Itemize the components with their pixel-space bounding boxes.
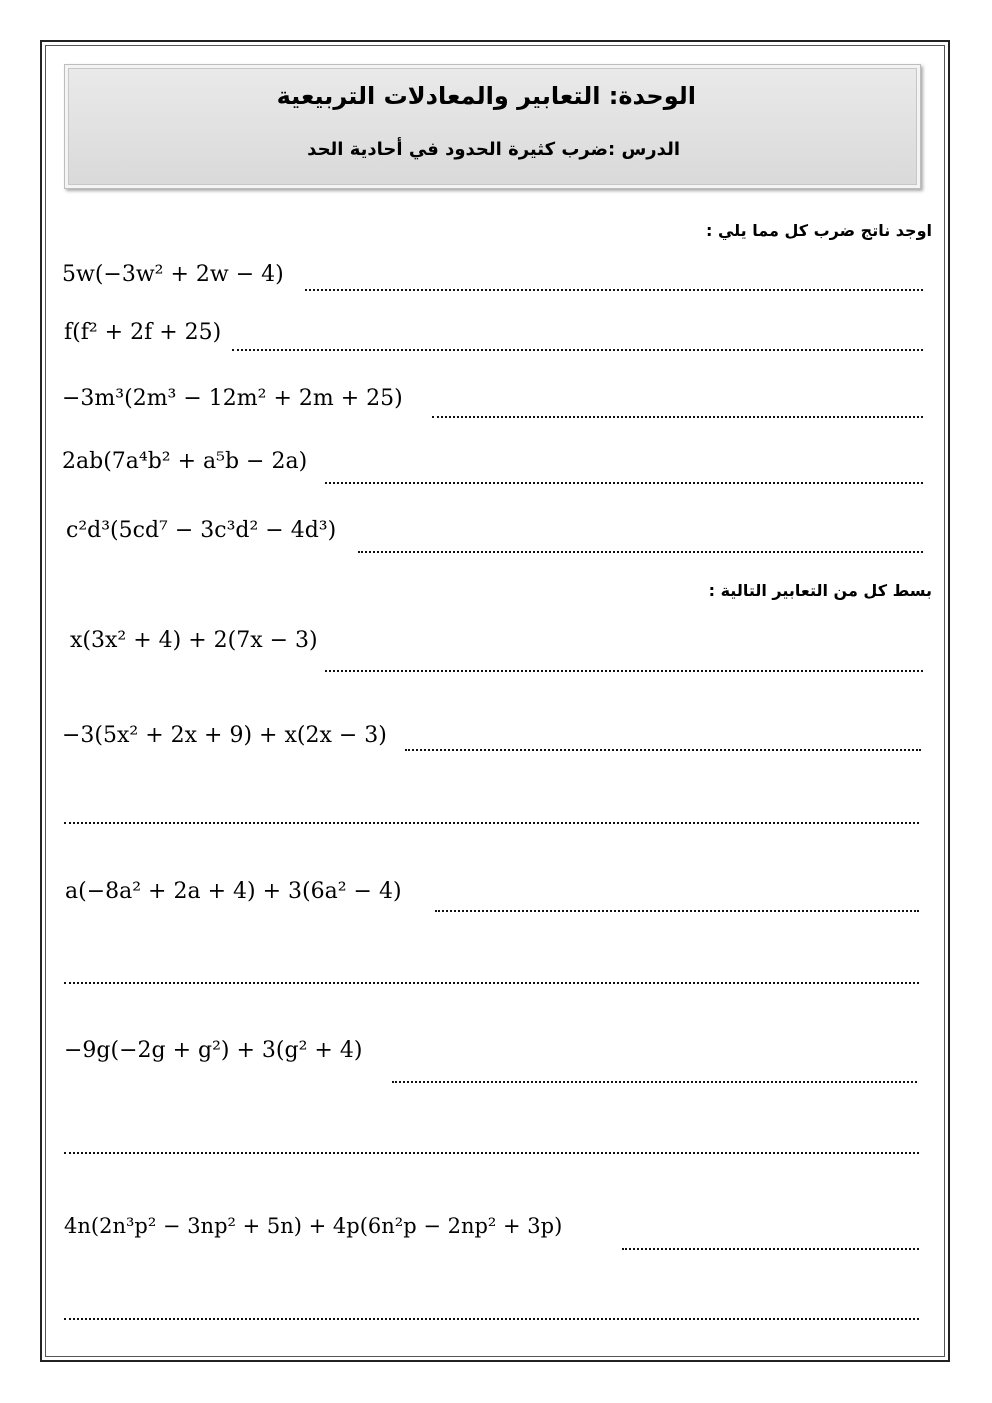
answer-line[interactable] (358, 551, 923, 553)
exercise-1-3: −3m³(2m³ − 12m² + 2m + 25) (62, 386, 403, 411)
answer-line[interactable] (622, 1248, 919, 1250)
exercise-1-5: c²d³(5cd⁷ − 3c³d² − 4d³) (66, 518, 337, 543)
answer-line[interactable] (64, 822, 919, 824)
exercise-2-2: −3(5x² + 2x + 9) + x(2x − 3) (62, 723, 387, 748)
page-border-inner (45, 45, 945, 1357)
answer-line[interactable] (325, 670, 923, 672)
exercise-1-4: 2ab(7a⁴b² + a⁵b − 2a) (62, 449, 308, 474)
section1-instruction: اوجد ناتج ضرب كل مما يلي : (705, 221, 932, 240)
answer-line[interactable] (325, 482, 923, 484)
exercise-1-2: f(f² + 2f + 25) (64, 320, 222, 345)
answer-line[interactable] (305, 289, 923, 291)
answer-line[interactable] (432, 416, 923, 418)
answer-line[interactable] (64, 1318, 919, 1320)
answer-line[interactable] (392, 1081, 917, 1083)
exercise-2-5: 4n(2n³p² − 3np² + 5n) + 4p(6n²p − 2np² + 3p) (64, 1214, 563, 1238)
answer-line[interactable] (64, 982, 919, 984)
answer-line[interactable] (435, 910, 919, 912)
section2-instruction: بسط كل من التعابير التالية : (708, 581, 932, 600)
exercise-1-1: 5w(−3w² + 2w − 4) (62, 262, 284, 287)
lesson-title: الدرس :ضرب كثيرة الحدود في أحادية الحد (307, 139, 680, 160)
exercise-2-3: a(−8a² + 2a + 4) + 3(6a² − 4) (65, 879, 402, 904)
answer-line[interactable] (64, 1152, 919, 1154)
unit-title: الوحدة: التعابير والمعادلات التربيعية (276, 82, 696, 110)
exercise-2-1: x(3x² + 4) + 2(7x − 3) (70, 628, 318, 653)
answer-line[interactable] (405, 749, 921, 751)
exercise-2-4: −9g(−2g + g²) + 3(g² + 4) (64, 1038, 363, 1063)
answer-line[interactable] (232, 349, 923, 351)
